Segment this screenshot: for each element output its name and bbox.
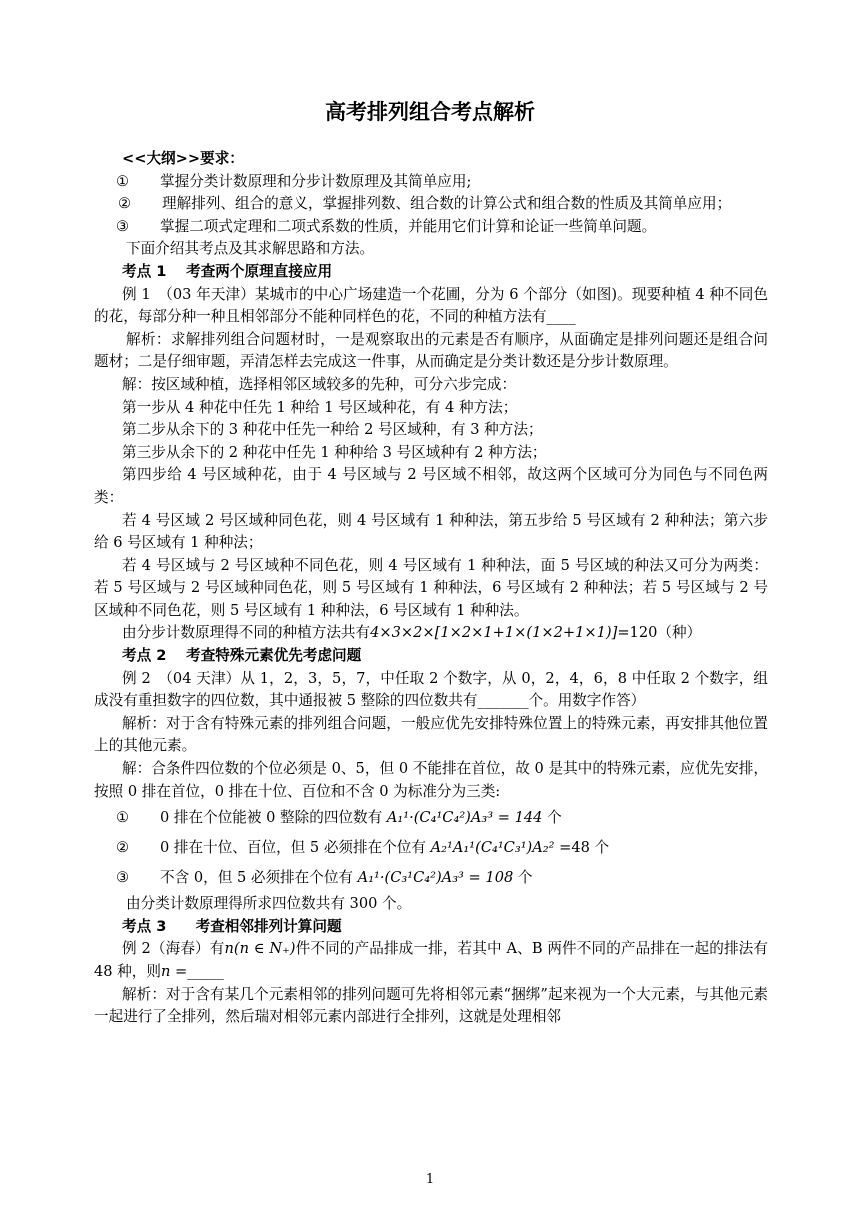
list-number: ① [116, 172, 130, 190]
requirement-text: 掌握二项式定理和二项式系数的性质，并能用它们计算和论证一些简单问题。 [160, 217, 657, 235]
step-3: 第三步从余下的 2 种花中任先 1 种种给 3 号区域种有 2 种方法； [122, 443, 547, 461]
example-text: 例 1 （03 年天津）某城市的中心广场建造一个花圃，分为 6 个部分（如图)。现要种植 4 种不同色的花，每部分种一种且相邻部分不能种同样色的花，不同的种植方法有 [94, 285, 768, 326]
requirement-text: 理解排列、组合的意义，掌握排列数、组合数的计算公式和组合数的性质及其简单应用； [162, 195, 732, 213]
example-text: 例 2（海春）有 [122, 940, 225, 958]
answer-blank: ____ [546, 308, 576, 326]
example-2 [94, 668, 768, 713]
step-4: 第四步给 4 号区域种花，由于 4 号区域与 2 号区域不相邻，故这两个区域可分为同色与不同色两类： [94, 466, 768, 506]
outline-heading: <<大纲>>要求： [122, 150, 244, 167]
list-number: ② [116, 839, 130, 857]
example-text-2: 件不同的产品排成一排，若其中 A、B 两件不同的产品排在一起的排法有 48 种，则 [94, 940, 768, 980]
requirement-2 [94, 193, 768, 216]
case-text: 0 排在个位能被 0 整除的四位数有 [160, 809, 383, 827]
example-text: 例 2 （04 天津）从 1，2，3，5，7，中任取 2 个数字，从 0，2，4，6，8 中任取 2 个数字，组成没有重担数字的四位数，其中通报被 5 整除的四位数共有 [94, 669, 768, 710]
case-text: 不含 0，但 5 必须排在个位有 [160, 869, 354, 887]
step-1: 第一步从 4 种花中任先 1 种给 1 号区域种花，有 4 种方法； [122, 398, 518, 416]
analysis-3: 解析：对于含有某几个元素相邻的排列问题可先将相邻元素“捆绑”起来视为一个大元素，与其他元素一起进行了全排列，然后瑞对相邻元素内部进行全排列，这就是处理相邻 [94, 985, 768, 1026]
case-tail: 个 [547, 809, 562, 827]
analysis-2: 解析：对于含有特殊元素的排列组合问题，一般应优先安排特殊位置上的特殊元素，再安排其他位置上的其他元素。 [94, 714, 768, 755]
case-item-3 [94, 863, 768, 893]
example-tail: 个。用数字作答） [528, 692, 646, 710]
formula: A₂¹A₁¹(C₄¹C₃¹)A₂² [430, 839, 555, 857]
conclusion-text: 由分步计数原理得不同的种植方法共有 [122, 624, 371, 642]
formula: n(n ∈ N₊) [224, 940, 296, 958]
case-different-color: 若 4 号区域与 2 号区域种不同色花，则 4 号区域有 1 种种法，面 5 号区域的种法又可分为两类：若 5 号区域与 2 号区域种同色花，则 5 号区域有 1 种种法，6 号区域有 2 种种法；若 5 号区域与 2 号区域种不同色花，则 5 号区域有 1 种种法，6 号区域有 1 种种法。 [94, 556, 768, 619]
section-heading-3: 考点 3 考查相邻排列计算问题 [122, 917, 342, 935]
requirement-3 [94, 216, 768, 239]
answer-blank: _______ [477, 692, 529, 710]
case-tail: =48 个 [559, 839, 610, 857]
case-tail: 个 [517, 869, 533, 887]
solution-1: 解：按区域种植，选择相邻区域较多的先种，可分六步完成： [122, 375, 517, 393]
section-heading-1: 考点 1 考查两个原理直接应用 [122, 262, 333, 280]
solution-2: 解：合条件四位数的个位必须是 0、5，但 0 不能排在首位，故 0 是其中的特殊元素，应优先安排，按照 0 排在首位，0 排在十位、百位和不含 0 为标准分为三类: [94, 760, 768, 800]
case-text: 0 排在十位、百位，但 5 必须排在个位有 [160, 839, 426, 857]
formula-2: n = [161, 963, 188, 980]
list-number: ③ [116, 869, 130, 887]
example-3 [94, 938, 768, 983]
conclusion-1 [94, 622, 768, 645]
formula: A₁¹·(C₄¹C₄²)A₃³ = 144 [386, 809, 543, 827]
case-same-color: 若 4 号区域 2 号区域种同色花，则 4 号区域有 1 种种法，第五步给 5 号区域有 2 种种法；第六步给 6 号区域有 1 种种法； [94, 511, 768, 552]
list-number: ② [118, 195, 132, 213]
requirement-1 [94, 171, 768, 194]
analysis-1: 解析：求解排列组合问题材时，一是观察取出的元素是否有顺序，从面确定是排列问题还是组合问题材；二是仔细审题，弄清怎样去完成这一件事，从而确定是分类计数还是分步计数原理。 [94, 330, 768, 371]
conclusion-result: =120（种） [617, 624, 702, 642]
formula: A₁¹·(C₃¹C₄²)A₃³ = 108 [357, 869, 514, 887]
intro-text: 下面介绍其考点及其求解思路和方法。 [126, 240, 375, 258]
example-1 [94, 284, 768, 329]
page-title: 高考排列组合考点解析 [325, 100, 535, 124]
answer-blank: _____ [187, 963, 224, 980]
requirement-text: 掌握分类计数原理和分步计数原理及其简单应用; [160, 172, 472, 190]
step-2: 第二步从余下的 3 种花中任先一种给 2 号区域种，有 3 种方法； [122, 421, 543, 439]
section-heading-2: 考点 2 考查特殊元素优先考虑问题 [122, 647, 362, 665]
page-number: 1 [425, 1172, 435, 1187]
conclusion-2: 由分类计数原理得所求四位数共有 300 个。 [126, 895, 412, 913]
document-body [94, 148, 768, 1029]
formula: 4×3×2×[1×2×1+1×(1×2+1×1)] [370, 624, 618, 642]
case-item-1 [94, 803, 768, 833]
list-number: ③ [116, 217, 130, 235]
case-item-2 [94, 833, 768, 863]
list-number: ① [116, 809, 130, 827]
